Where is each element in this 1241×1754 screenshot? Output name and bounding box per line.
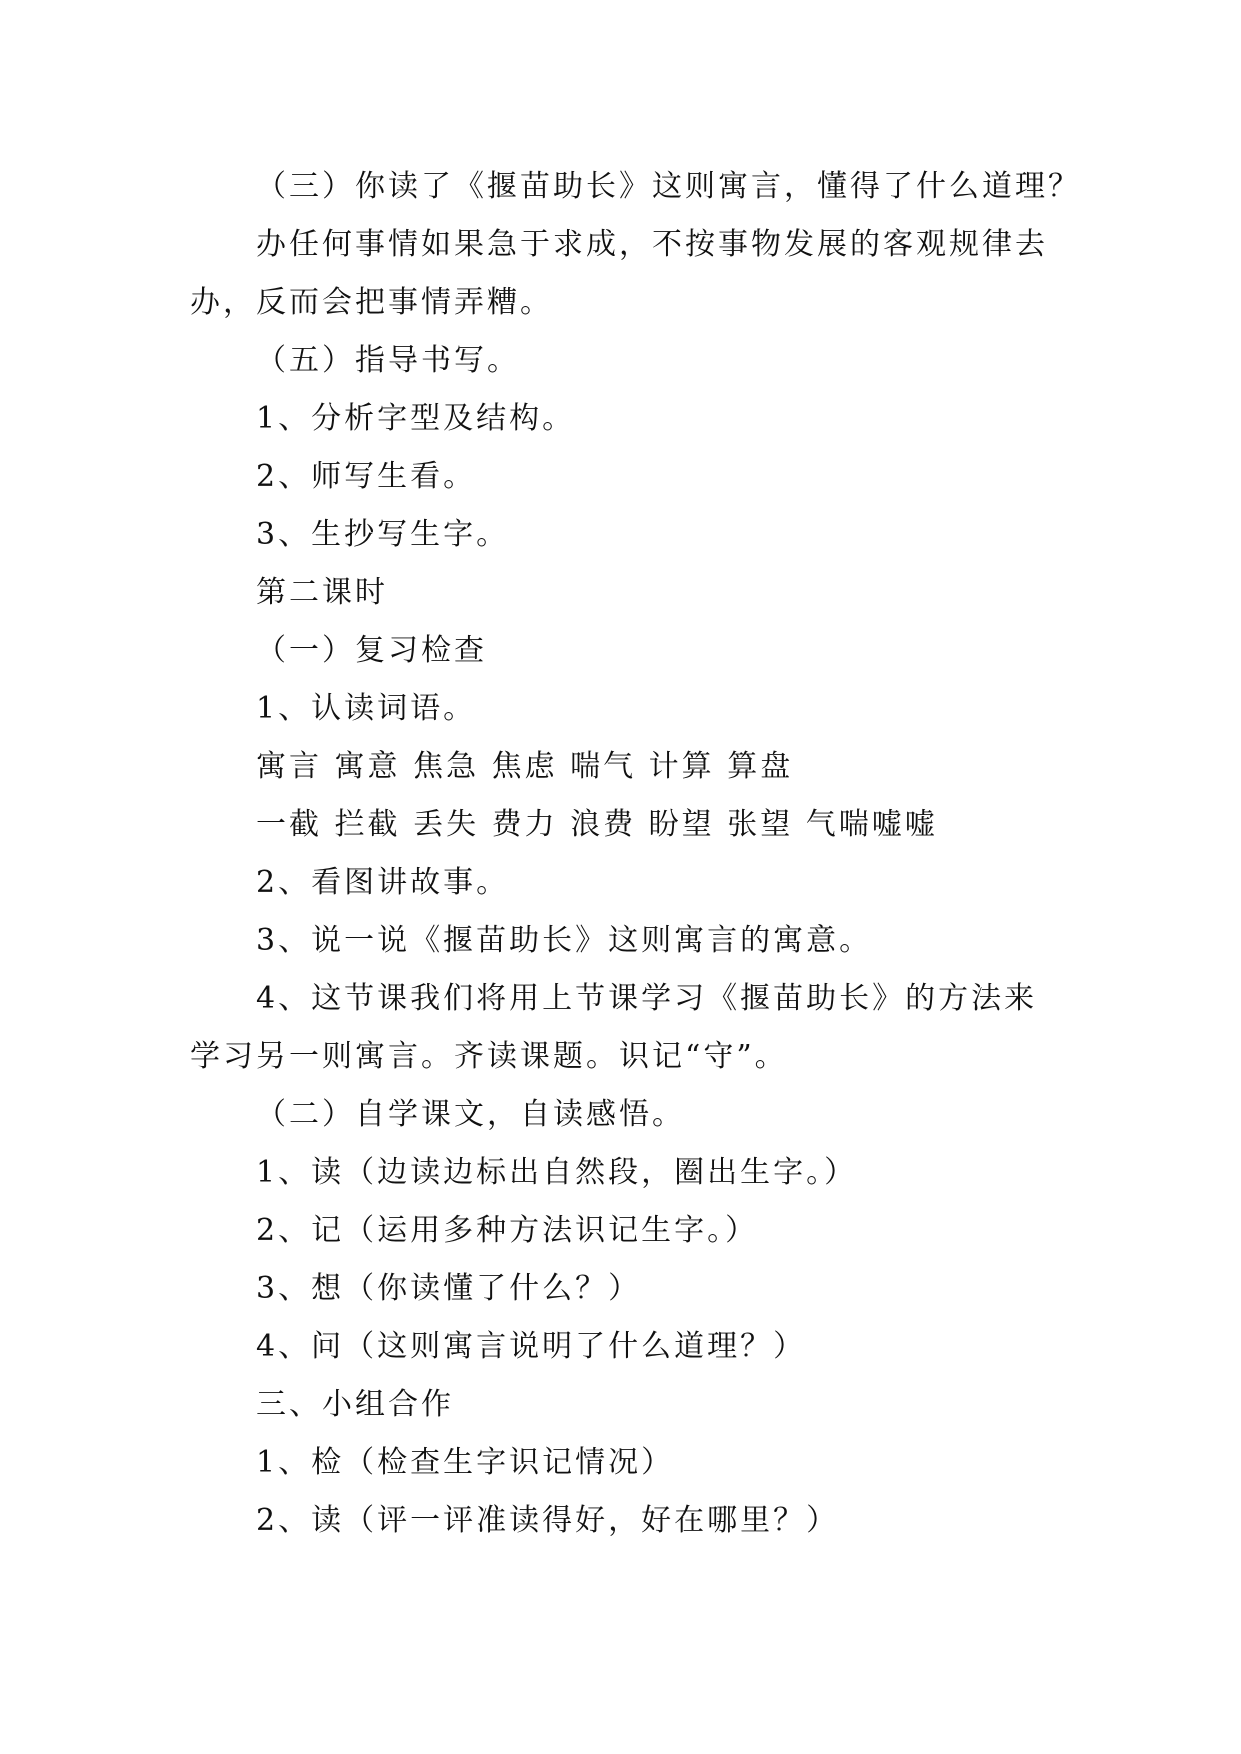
section-heading: （五）指导书写。 (256, 343, 520, 378)
paragraph-line: 学习另一则寓言。齐读课题。识记“守”。 (190, 1039, 788, 1074)
list-item: 2、看图讲故事。 (256, 865, 510, 900)
list-item: 2、师写生看。 (256, 459, 477, 494)
lesson-title: 第二课时 (256, 575, 388, 610)
paragraph-line: 办任何事情如果急于求成，不按事物发展的客观规律去 (256, 227, 1048, 262)
paragraph-line: （三）你读了《揠苗助长》这则寓言，懂得了什么道理？ (256, 169, 1081, 204)
list-item: 1、读（边读边标出自然段，圈出生字。） (256, 1155, 858, 1190)
list-item: 1、分析字型及结构。 (256, 401, 576, 436)
section-heading: （一）复习检查 (256, 633, 487, 668)
list-item: 4、这节课我们将用上节课学习《揠苗助长》的方法来 (256, 981, 1038, 1016)
list-item: 3、想（你读懂了什么？） (256, 1271, 642, 1306)
document-body (190, 158, 1081, 1550)
list-item: 3、生抄写生字。 (256, 517, 510, 552)
vocabulary-line: 寓言 寓意 焦急 焦虑 喘气 计算 算盘 (256, 749, 794, 784)
section-heading: 三、小组合作 (256, 1387, 454, 1422)
section-heading: （二）自学课文，自读感悟。 (256, 1097, 685, 1132)
list-item: 3、说一说《揠苗助长》这则寓言的寓意。 (256, 923, 873, 958)
list-item: 2、读（评一评准读得好，好在哪里？） (256, 1503, 840, 1538)
list-item: 2、记（运用多种方法识记生字。） (256, 1213, 759, 1248)
paragraph-line: 办，反而会把事情弄糟。 (190, 285, 553, 320)
list-item: 4、问（这则寓言说明了什么道理？） (256, 1329, 807, 1364)
vocabulary-line: 一截 拦截 丢失 费力 浪费 盼望 张望 气喘嘘嘘 (256, 807, 938, 842)
list-item: 1、认读词语。 (256, 691, 477, 726)
list-item: 1、检（检查生字识记情况） (256, 1445, 675, 1480)
